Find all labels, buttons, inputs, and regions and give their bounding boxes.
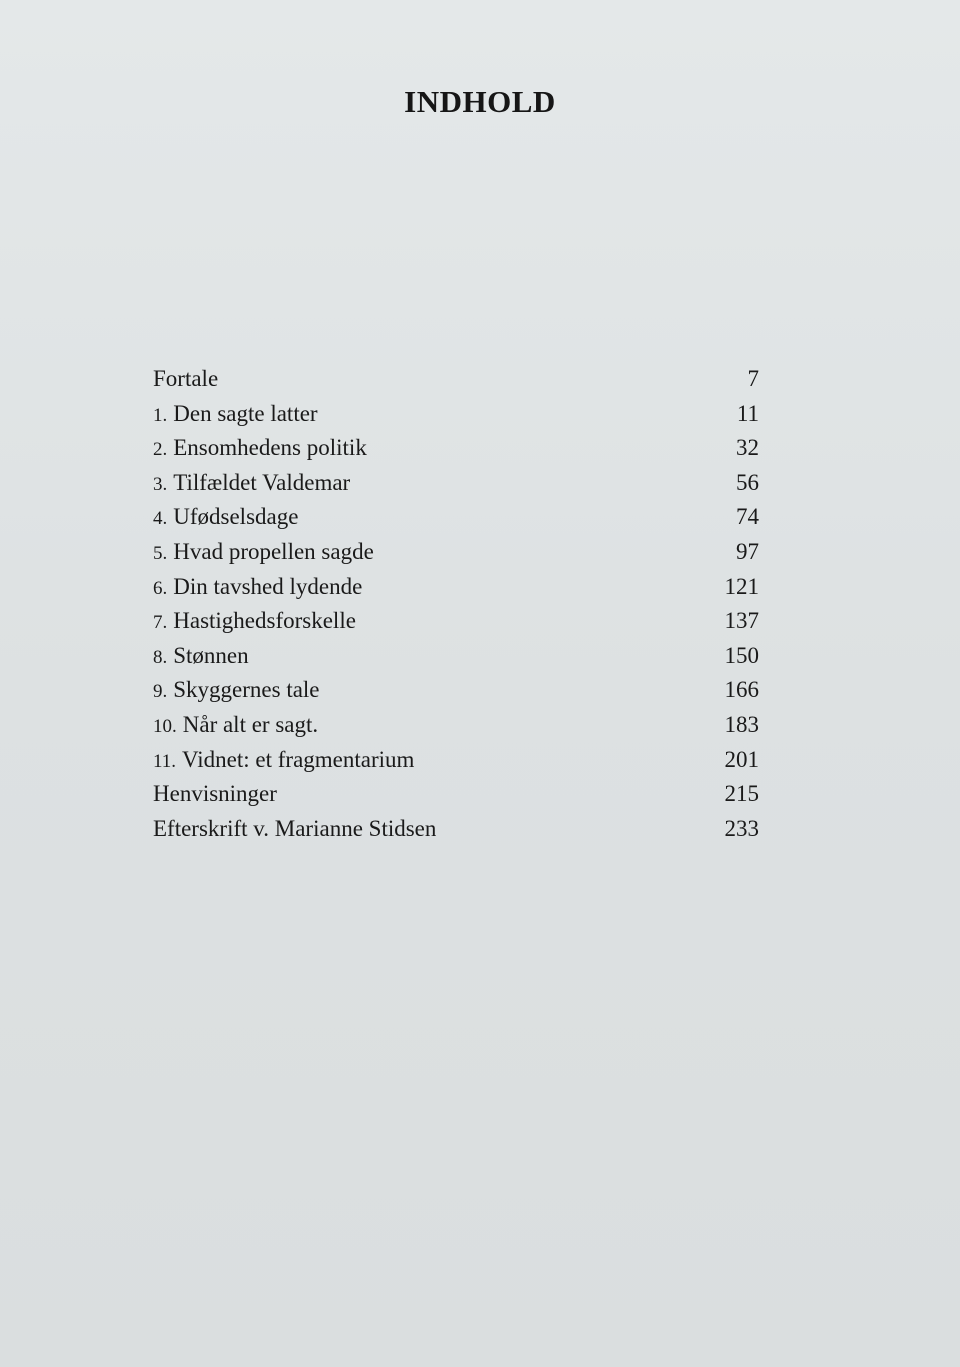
toc-entry (153, 397, 759, 432)
toc-entry (153, 431, 759, 466)
chapter-number: 1. (153, 404, 168, 426)
chapter-title: Den sagte latter (173, 400, 318, 426)
toc-entry-heading (153, 431, 367, 468)
chapter-number: 8. (153, 646, 168, 668)
toc-entry (153, 812, 759, 847)
page-number: 97 (736, 538, 759, 564)
toc-entry (153, 743, 759, 778)
toc-entry-heading (153, 535, 374, 572)
chapter-title: Stønnen (173, 642, 249, 668)
page-number: 150 (724, 642, 759, 668)
toc-entry (153, 535, 759, 570)
page-number: 32 (736, 435, 759, 461)
toc-entry-heading (153, 777, 277, 812)
chapter-title: Vidnet: et fragmentarium (182, 746, 415, 772)
page-number: 137 (724, 608, 759, 634)
toc-entry-heading (153, 673, 320, 710)
chapter-title: Din tavshed lydende (173, 573, 363, 599)
toc-entry (153, 466, 759, 501)
page-number: 166 (724, 677, 759, 703)
chapter-title: Efterskrift v. Marianne Stidsen (153, 815, 437, 841)
toc-entry (153, 639, 759, 674)
page-number: 7 (747, 366, 759, 391)
toc-entry-heading (153, 570, 362, 607)
chapter-number: 4. (153, 508, 168, 530)
toc-entry-heading (153, 708, 318, 745)
chapter-number: 3. (153, 473, 168, 495)
page-number: 74 (736, 504, 759, 530)
page-number: 201 (724, 746, 759, 772)
chapter-number: 11. (153, 750, 177, 772)
table-of-contents (153, 362, 759, 846)
page-number: 11 (736, 400, 759, 426)
toc-entry (153, 500, 759, 535)
page-number: 215 (724, 781, 759, 807)
chapter-title: Hastighedsforskelle (173, 608, 356, 634)
chapter-title: Når alt er sagt. (182, 711, 319, 737)
toc-entry-heading (153, 466, 350, 503)
toc-entry (153, 604, 759, 639)
toc-entry-heading (153, 812, 436, 847)
page-number: 183 (724, 711, 759, 737)
toc-entry-heading (153, 743, 414, 780)
chapter-title: Tilfældet Valdemar (173, 469, 351, 495)
chapter-number: 6. (153, 577, 168, 599)
toc-entry-heading (153, 604, 356, 641)
toc-entry (153, 362, 759, 397)
toc-entry-heading (153, 362, 218, 397)
page-title: INDHOLD (404, 84, 556, 119)
toc-entry-heading (153, 500, 298, 537)
chapter-number: 9. (153, 681, 168, 703)
chapter-title: Hvad propellen sagde (173, 538, 374, 564)
toc-entry-heading (153, 639, 249, 676)
toc-entry-heading (153, 397, 318, 434)
chapter-title: Ufødselsdage (173, 504, 299, 530)
chapter-title: Henvisninger (153, 781, 277, 807)
page-number: 56 (736, 469, 759, 495)
chapter-number: 10. (153, 715, 177, 737)
page-number: 121 (724, 573, 759, 599)
toc-entry (153, 570, 759, 605)
chapter-title: Fortale (153, 366, 219, 391)
chapter-number: 5. (153, 542, 168, 564)
chapter-number: 7. (153, 612, 168, 634)
page-number: 233 (724, 815, 759, 841)
toc-entry (153, 777, 759, 812)
chapter-title: Skyggernes tale (173, 677, 320, 703)
chapter-number: 2. (153, 439, 168, 461)
toc-entry (153, 708, 759, 743)
chapter-title: Ensomhedens politik (173, 435, 367, 461)
toc-entry (153, 673, 759, 708)
